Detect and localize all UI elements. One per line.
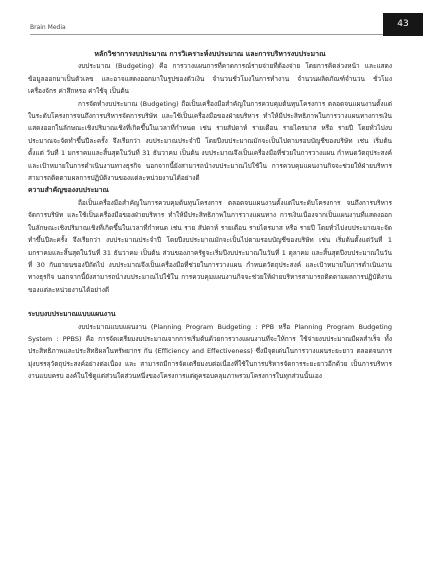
page-header bbox=[0, 0, 431, 46]
brand-name: Brain Media bbox=[30, 24, 66, 31]
paragraph-budgeting-definition: งบประมาณ (Budgeting) คือ การวางแผนการที่คาดการณ์รายจ่ายที่ต้องจ่าย โดยการคิดล่วงหน้า และแสดงข้อมูลออกมาเป็นตัวเลข และอาจแสดงออกมาในรูปของตัวเงิน จำนวนชั่วโมงในการทำงาน จำนวนผลิตภัณฑ์จำนวน ชั่วโมงเครื่องจักร ค่าสึกหรอ ค่าใช้จุ เป็นต้น bbox=[28, 62, 392, 96]
section-heading-importance: ความสำคัญของงบประมาณ bbox=[28, 186, 109, 195]
paragraph-ppb-definition: งบประมาณแบบแผนงาน (Planning Program Budgeting : PPB หรือ Planning Program Budgeting System : PPBS) คือ การจัดเตรียมงบประมาณจากการเริ่มต้นด้วยการวางแผนงานที่จะให้การ ใช้จ่ายงบประมาณมีผลสำเร็จ ทั้งประสิทธิภาพและประสิทธิผลในทรัพยากร กัน (Efficiency and Effectiveness) ซึ่งมีจุดเด่นในการวางแผนระยะยาว ตลอดจนการมุ่งบรรลุวัตถุประสงค์อย่างต่อเนื่อง และ สามารถมีการจัดเตรียมงบต่อเนื่องที่ใช้ในการบริหารจัดการระยะยาวอีกด้วย เป็นการบริหารงานแบบครบ องค์ในใช้ดูแต่ส่วนใดส่วนหนึ่งของโครงการแต่ดูครอบคลุมภาพรวมโครงการในทุกส่วนนั้นเอง bbox=[28, 322, 392, 381]
document-title: หลักวิชาการงบประมาณ การวิเคราะห์งบประมาณ และการบริหารงบประมาณ bbox=[94, 50, 326, 58]
section-heading-ppb: ระบบงบประมาณแบบแผนงาน bbox=[28, 310, 116, 319]
document-body bbox=[28, 44, 392, 383]
paragraph-budget-preparation: การจัดทำงบประมาณ (Budgeting) ถือเป็นเครื่องมือสำคัญในการควบคุมต้นทุนโครงการ ตลอดจนแผนงานตั้งแต่ในระดับโครงการจนถึงการบริหารจัดการบริษัท และใช้เป็นเครื่องมือของฝ่ายบริหาร ทำให้มีประสิทธิภาพในการวางแผนทางการเงิน แสดงออกในลักษณะเชิงปริมาณเชิงที่เกิดขึ้นในเวลาที่กำหนด เช่น รายสัปดาห์ รายเดือน รายไตรมาส หรือ รายปี โดยทั่วไปงบประมาณจะจัดทำขึ้นปีละครั้ง จึงเรียกว่า งบประมาณประจำปี โดยปีงบประมาณมักจะเป็นไปตามรอบบัญชีของบริษัท เช่น เริ่มต้นตั้งแต่ วันที่ 1 มกราคมและสิ้นสุดในวันที่ 31 ธันวาคม เป็นต้น งบประมาณจึงเป็นเครื่องมือที่ช่วยในการวางแผน กำหนดวัตถุประสงค์ และเป้าหมายในการดำเนินงานทางธุรกิจ นอกจากนี้ยังสามารถนำงบประมาณไปใช้ใน การควบคุมแผนงานกิจจะช่วยให้ฝ่ายบริหารสามารถติดตามผลการปฏิบัติงานของแต่ละหน่วยงานได้อย่างดี bbox=[28, 99, 392, 183]
header-rule bbox=[30, 34, 390, 35]
page-number: 43 bbox=[383, 13, 423, 36]
paragraph-budget-importance: ถือเป็นเครื่องมือสำคัญในการควบคุมต้นทุนโครงการ ตลอดจนแผนงานตั้งแต่ในระดับโครงการ จนถึงการบริหารจัดการบริษัท และใช้เป็นเครื่องมือของฝ่ายบริหาร ทำให้มีประสิทธิภาพในการวางแผนทาง การเงินเนื่องจากเป็นแผนงานที่แสดงออกในลักษณะเชิงปริมาณเชิงที่เกิดขึ้นในเวลาที่กำหนด เช่น ราย สัปดาห์ รายเดือน รายไตรมาส หรือ รายปี โดยทั่วไปงบประมาณจะจัดทำขึ้นปีละครั้ง จึงเรียกว่า งบประมาณประจำปี โดยปีงบประมาณมักจะเป็นไปตามรอบบัญชีของบริษัท เช่น เริ่มต้นตั้งแต่วันที่ 1 มกราคมและสิ้นสุดในวันที่ 31 ธันวาคม เป็นต้น ส่วนของภาครัฐจะเริ่มปีงบประมาณในวันที่ 1 ตุลาคม และสิ้นสุดปีงบประมาณในวันที่ 30 กันยายนของปีถัดไป งบประมาณจึงเป็นเครื่องมือที่ช่วยในการวางแผน กำหนดวัตถุประสงค์ และเป้าหมายในการดำเนินงานทางธุรกิจ นอกจากนี้ยังสามารถนำงบประมาณไปใช้ใน การควบคุมแผนงานกิจจะช่วยให้ฝ่ายบริหารสามารถติดตามผลการปฏิบัติงานของแต่ละหน่วยงานได้อย่างดี bbox=[28, 198, 392, 294]
section-gap bbox=[28, 296, 392, 308]
